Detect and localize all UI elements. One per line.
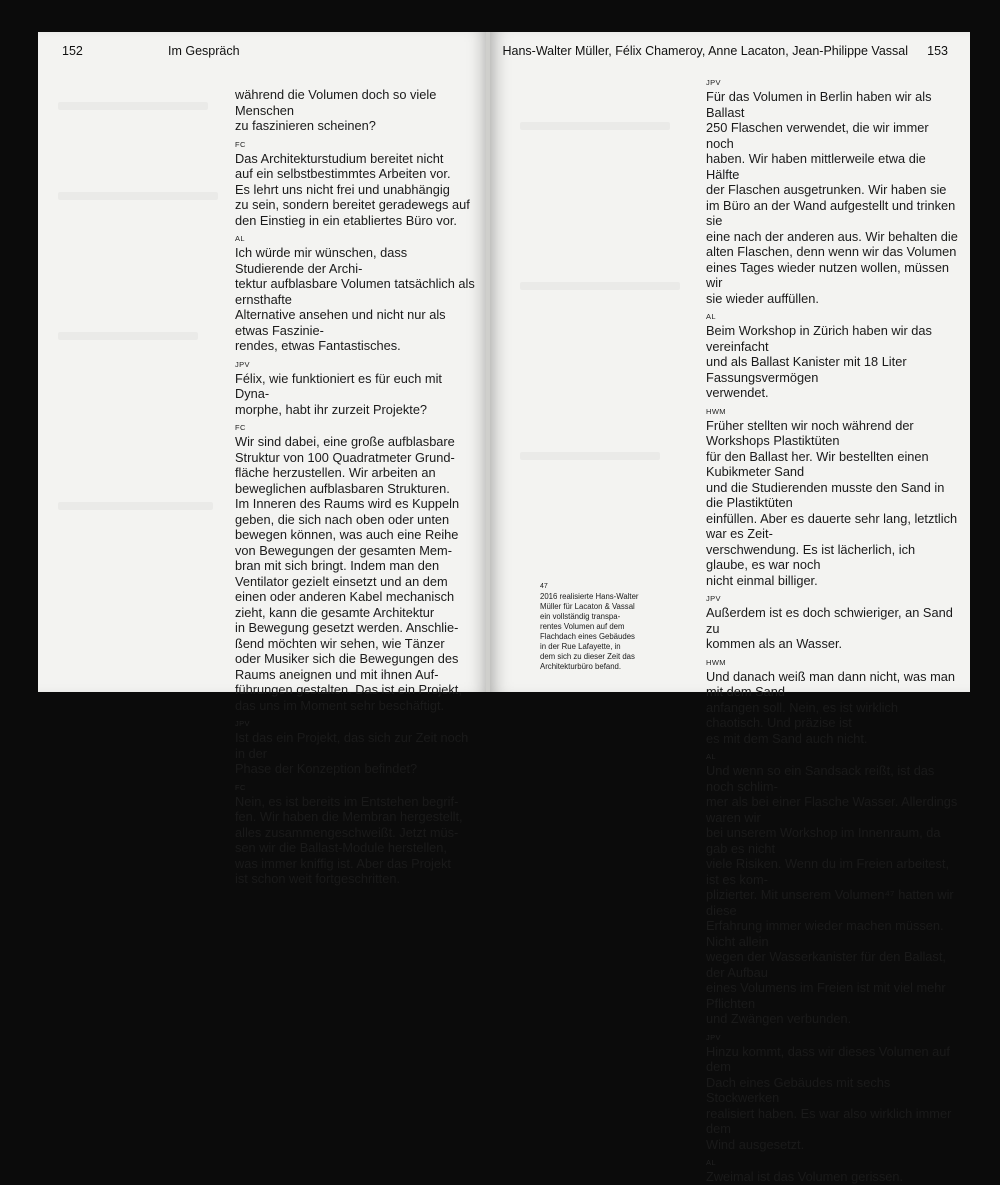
dialogue-paragraph: Und wenn so ein Sandsack reißt, ist das noch schlim- mer als bei einer Flasche Wasser. Allerdings waren wir bei unserem Workshop im Innenraum, da gab es nicht viele Risiken. Wenn du im Freien arbeitest, ist es kom- plizierter. Mit unserem Volumen⁴⁷ hatten wir diese Erfahrung immer wieder machen müssen. Nicht allein wegen der Wasserkanister für den Ballast, der Aufbau eines Volumens im Freien ist mit viel mehr Pflichten und Zwängen verbunden. bbox=[706, 763, 958, 1026]
footnote bbox=[540, 582, 662, 672]
speaker-label: JPV bbox=[235, 359, 250, 369]
speaker-label: JPV bbox=[706, 1032, 721, 1042]
left-running-head: Im Gespräch bbox=[168, 44, 240, 58]
speaker-label: AL bbox=[706, 312, 716, 321]
speaker-label: JPV bbox=[706, 594, 721, 603]
right-text-column bbox=[706, 77, 958, 1185]
right-running-head: Hans-Walter Müller, Félix Chameroy, Anne Lacaton, Jean-Philippe Vassal bbox=[502, 44, 908, 58]
speaker-label: AL bbox=[706, 752, 716, 761]
speaker-label: FC bbox=[235, 782, 246, 792]
dialogue-paragraph: Félix, wie funktioniert es für euch mit Dyna- morphe, habt ihr zurzeit Projekte? bbox=[235, 370, 442, 417]
dialogue-paragraph: Früher stellten wir noch während der Workshops Plastiktüten für den Ballast her. Wir bestellten einen Kubikmeter Sand und die Studierenden musste den Sand in die Plastiktüten einfüllen. Aber es dauerte sehr lang, letztlich war es Zeit- verschwendung. Es ist lächerlich, ich glaube, es war noch nicht einmal billiger. bbox=[706, 417, 958, 588]
speaker-label: FC bbox=[235, 423, 246, 432]
dialogue-paragraph: Hinzu kommt, dass wir dieses Volumen auf dem Dach eines Gebäudes mit sechs Stockwerken realisiert haben. Es war also wirklich immer dem Wind ausgesetzt. bbox=[706, 1043, 952, 1152]
dialogue-paragraph: Außerdem ist es doch schwieriger, an Sand zu kommen als an Wasser. bbox=[706, 605, 953, 651]
dialogue-paragraph: Das Architekturstudium bereitet nicht auf ein selbstbestimmtes Arbeiten vor. Es lehrt uns nicht frei und unabhängig zu sein, sondern bereitet geradewegs auf den Einstieg in ein etabliertes Büro vor. bbox=[235, 150, 470, 228]
dialogue-paragraph: Ist das ein Projekt, das sich zur Zeit noch in der Phase der Konzeption befindet? bbox=[235, 730, 469, 776]
dialogue-paragraph: Ich würde mir wünschen, dass Studierende der Archi- tektur aufblasbare Volumen tatsächlich als ernsthafte Alternative ansehen und nicht nur als etwas Faszinie- rendes, etwas Fantastisches. bbox=[235, 245, 475, 353]
speaker-label: AL bbox=[706, 1158, 716, 1167]
right-page-number: 153 bbox=[927, 44, 948, 58]
speaker-label: FC bbox=[235, 139, 246, 149]
left-page-number: 152 bbox=[62, 44, 83, 58]
left-text-column bbox=[235, 87, 475, 887]
left-page bbox=[38, 32, 488, 886]
dialogue-paragraph: Wir sind dabei, eine große aufblasbare Struktur von 100 Quadratmeter Grund- fläche herzustellen. Wir arbeiten an beweglichen aufblasbaren Strukturen. Im Inneren des Raums wird es Kuppeln geben, die sich nach oben oder unten bewegen können, was auch eine Reihe von Bewegungen der gesamten Mem- bran mit sich bringt. Indem man den Ventilator gezielt einsetzt und an dem einen oder anderen Kabel mechanisch zieht, kann die gesamte Architektur in Bewegung gesetzt werden. Anschlie- ßend möchten wir sehen, wie Tänzer oder Musiker sich die Bewegungen des Raums aneignen und mit ihnen Auf- führungen gestalten. Das ist ein Projekt, das uns im Moment sehr beschäftigt. bbox=[235, 434, 462, 713]
dialogue-paragraph: während die Volumen doch so viele Menschen zu faszinieren scheinen? bbox=[235, 87, 437, 133]
dialogue-paragraph: Und danach weiß man dann nicht, was man mit dem Sand anfangen soll. Nein, es ist wirklich chaotisch. Und präzise ist es mit dem Sand auch nicht. bbox=[706, 668, 955, 746]
dialogue-paragraph: Zweimal ist das Volumen gerissen. bbox=[706, 1169, 904, 1184]
right-page bbox=[490, 32, 970, 1184]
speaker-label: HWM bbox=[706, 657, 726, 667]
speaker-label: AL bbox=[235, 234, 245, 243]
dialogue-paragraph: Nein, es ist bereits im Entstehen begrif- fen. Wir haben die Membran hergestellt, alles zusammengeschweißt. Jetzt müs- sen wir die Ballast-Module herstellen, was immer kniffig ist. Aber das Projekt ist schon weit fortgeschritten. bbox=[235, 793, 463, 886]
dialogue-paragraph: Beim Workshop in Zürich haben wir das vereinfacht und als Ballast Kanister mit 18 Liter Fassungsvermögen verwendet. bbox=[706, 323, 932, 400]
footnote-text: 2016 realisierte Hans-Walter Müller für Lacaton & Vassal ein vollständig transpa- rentes Volumen auf dem Flachdach eines Gebäudes in der Rue Lafayette, in dem sich zu dieser Zeit das Architekturbüro befand. bbox=[540, 592, 639, 671]
speaker-label: JPV bbox=[235, 719, 250, 728]
speaker-label: JPV bbox=[706, 78, 721, 87]
footnote-number: 47 bbox=[540, 583, 548, 590]
dialogue-paragraph: Für das Volumen in Berlin haben wir als Ballast 250 Flaschen verwendet, die wir immer noch haben. Wir haben mittlerweile etwa die Hälfte der Flaschen ausgetrunken. Wir haben sie im Büro an der Wand aufgestellt und trinken sie eine nach der anderen aus. Wir behalten die alten Flaschen, denn wenn wir das Volumen eines Tages wieder nutzen wollen, müssen wir sie wieder auffüllen. bbox=[706, 89, 958, 306]
speaker-label: HWM bbox=[706, 406, 726, 416]
